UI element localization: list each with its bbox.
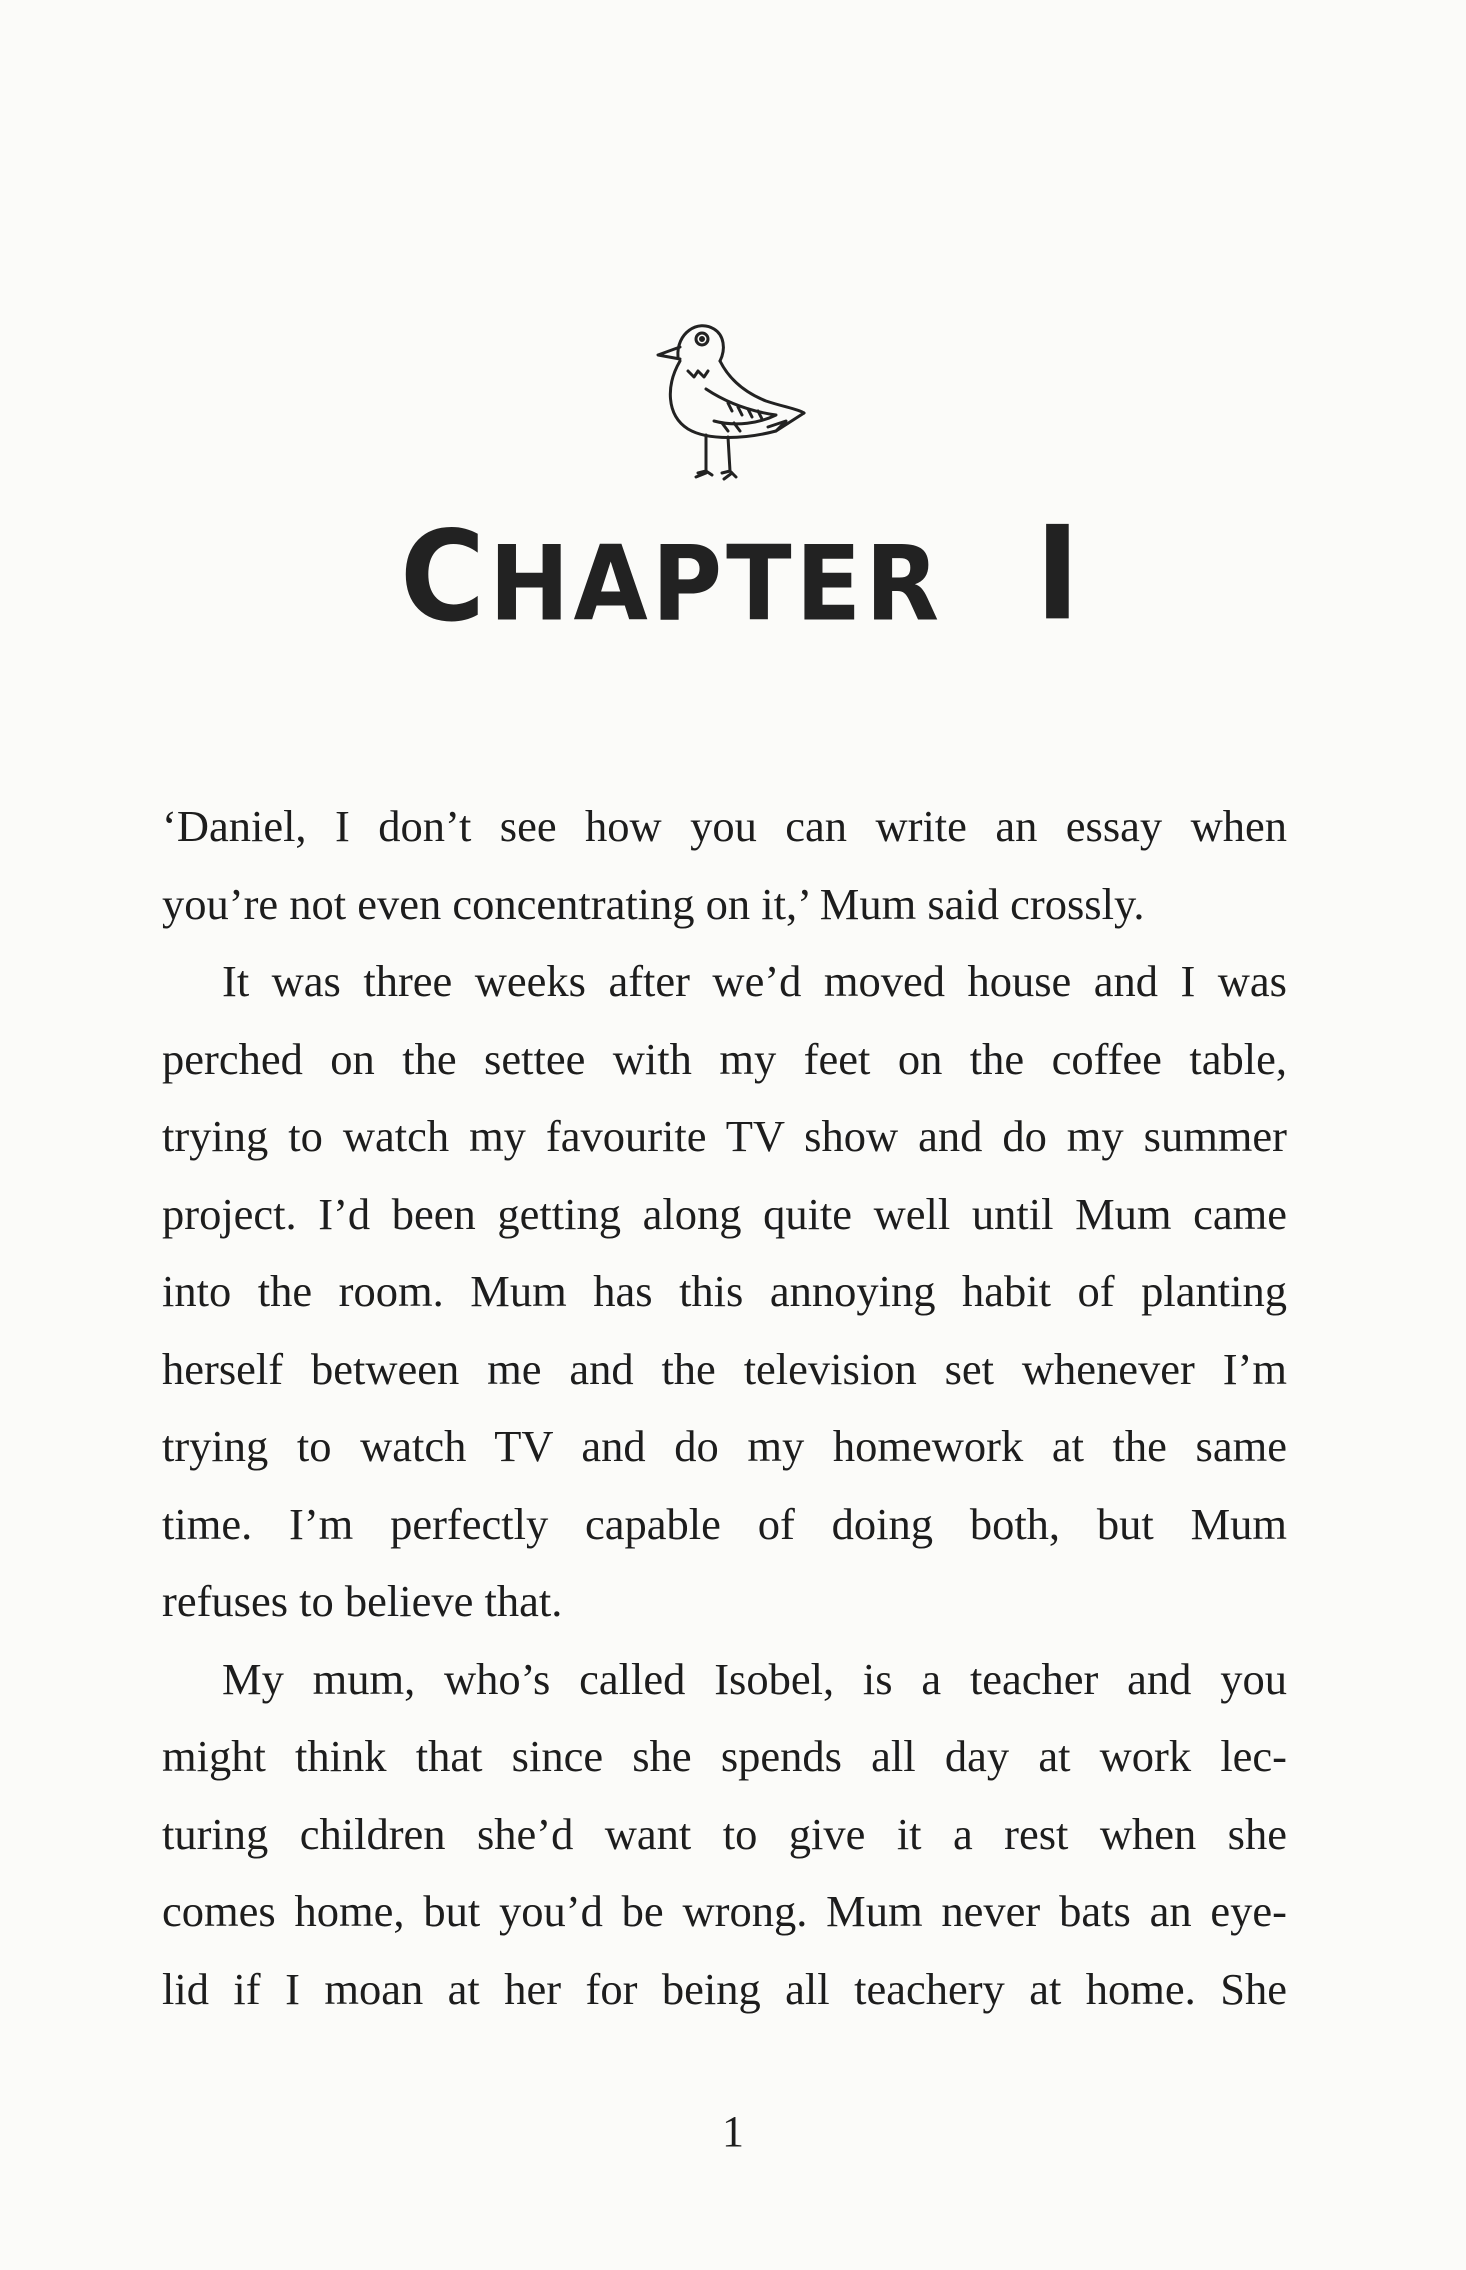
- text-line: project. I’d been getting along quite well until Mum came: [162, 1188, 1287, 1239]
- chapter-number: I: [1035, 499, 1084, 650]
- text-line: refuses to believe that.: [162, 1576, 563, 1626]
- page-number: 1: [722, 2107, 744, 2156]
- text-line: time. I’m perfectly capable of doing both, but Mum: [162, 1498, 1287, 1549]
- text-line: lid if I moan at her for being all teachery at home. She: [162, 1963, 1287, 2014]
- chapter-body-text: [162, 788, 1287, 2028]
- text-line: ‘Daniel, I don’t see how you can write an essay when: [162, 801, 1287, 851]
- text-line: My mum, who’s called Isobel, is a teacher and you: [222, 1653, 1287, 1704]
- text-line: might think that since she spends all day at work lec-: [162, 1731, 1287, 1781]
- text-line: trying to watch TV and do my homework at the same: [162, 1421, 1287, 1471]
- text-line: into the room. Mum has this annoying habit of planting: [162, 1266, 1287, 1316]
- text-line: comes home, but you’d be wrong. Mum never bats an eye-: [162, 1886, 1287, 1936]
- text-line: perched on the settee with my feet on the coffee table,: [162, 1033, 1287, 1084]
- chapter-heading: [400, 499, 1084, 650]
- text-line: turing children she’d want to give it a rest when she: [162, 1808, 1287, 1859]
- text-line: It was three weeks after we’d moved house and I was: [222, 956, 1287, 1006]
- chapter-word: CHAPTER: [400, 503, 944, 650]
- text-line: you’re not even concentrating on it,’ Mum said crossly.: [162, 878, 1145, 929]
- pigeon-illustration: [636, 305, 816, 495]
- text-line: herself between me and the television set whenever I’m: [162, 1343, 1287, 1394]
- text-line: trying to watch my favourite TV show and do my summer: [162, 1111, 1287, 1161]
